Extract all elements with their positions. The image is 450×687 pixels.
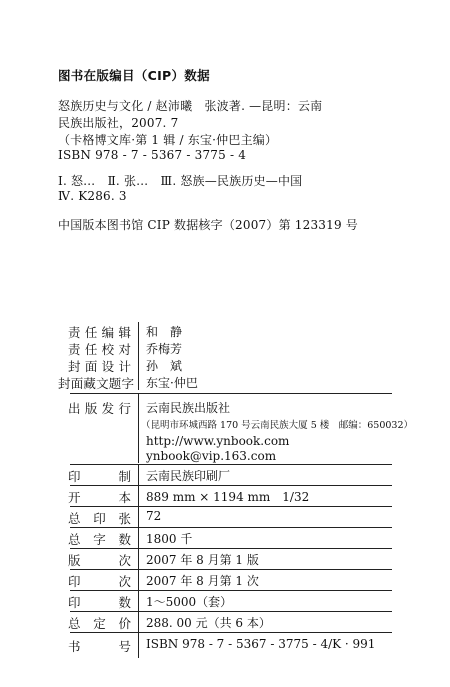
rule-spec <box>70 611 392 612</box>
credit-label-cover-calligraphy: 封面藏文题字 <box>58 376 134 391</box>
cip-line-series: （卡格博文库·第 1 辑 / 东宝·仲巴主编） <box>58 133 278 147</box>
spec-label-print-run: 印数 <box>68 595 131 610</box>
spec-label-printer: 印制 <box>68 469 131 484</box>
specs-divider <box>138 464 139 658</box>
spec-label-printing: 印次 <box>68 574 131 589</box>
spec-label-word-count: 总字数 <box>68 532 131 547</box>
rule-spec <box>70 527 392 528</box>
publisher-address: （昆明市环城西路 170 号云南民族大厦 5 楼 邮编：650032） <box>141 420 414 431</box>
spec-label-isbn: 书号 <box>68 639 131 654</box>
credit-label-proofreader: 责任校对 <box>68 342 131 357</box>
rule-spec <box>70 506 392 507</box>
rule-spec <box>70 590 392 591</box>
cip-line-title-author: 怒族历史与文化 / 赵沛曦 张波著. —昆明：云南 <box>58 99 323 113</box>
rule-publisher-bottom <box>70 464 392 465</box>
rule-credits-bottom <box>70 393 392 394</box>
rule-spec <box>70 632 392 633</box>
credit-label-cover-design: 封面设计 <box>68 359 131 374</box>
cip-line-isbn: ISBN 978 - 7 - 5367 - 3775 - 4 <box>58 148 247 162</box>
spec-label-price: 总定价 <box>68 616 131 631</box>
spec-value-word-count: 1800 千 <box>146 532 193 546</box>
credit-label-editor: 责任编辑 <box>68 325 131 340</box>
spec-label-sheets: 总印张 <box>68 511 131 526</box>
cip-line-classification: Ⅳ. K286. 3 <box>58 189 127 203</box>
spec-value-sheets: 72 <box>146 509 162 523</box>
rule-spec <box>70 569 392 570</box>
credits-divider <box>138 322 139 390</box>
credit-value-proofreader: 乔梅芳 <box>146 342 183 356</box>
credit-value-cover-design: 孙 斌 <box>146 359 183 373</box>
spec-value-print-run: 1～5000（套） <box>146 595 233 609</box>
cip-line-record-number: 中国版本图书馆 CIP 数据核字（2007）第 123319 号 <box>58 218 359 232</box>
publisher-website: http://www.ynbook.com <box>146 434 290 448</box>
publisher-name: 云南民族出版社 <box>146 401 231 415</box>
cip-line-subject: Ⅰ. 怒… Ⅱ. 张… Ⅲ. 怒族—民族历史—中国 <box>58 174 303 188</box>
spec-value-printer: 云南民族印刷厂 <box>146 469 231 483</box>
credit-value-cover-calligraphy: 东宝·仲巴 <box>146 376 198 390</box>
spec-value-printing: 2007 年 8 月第 1 次 <box>146 574 259 588</box>
rule-spec <box>70 485 392 486</box>
spec-value-format: 889 mm × 1194 mm 1/32 <box>146 490 310 504</box>
publisher-email: ynbook@vip.163.com <box>146 449 277 463</box>
credit-value-editor: 和 静 <box>146 325 183 339</box>
cip-title: 图书在版编目（CIP）数据 <box>58 68 210 83</box>
spec-value-edition: 2007 年 8 月第 1 版 <box>146 553 259 567</box>
cip-line-publisher-date: 民族出版社，2007. 7 <box>58 116 179 130</box>
rule-spec <box>70 548 392 549</box>
publisher-label: 出版发行 <box>68 401 131 416</box>
spec-label-format: 开本 <box>68 490 131 505</box>
publisher-divider <box>138 393 139 463</box>
spec-value-isbn: ISBN 978 - 7 - 5367 - 3775 - 4/K · 991 <box>146 637 376 651</box>
spec-value-price: 288. 00 元（共 6 本） <box>146 616 271 630</box>
spec-label-edition: 版次 <box>68 553 131 568</box>
